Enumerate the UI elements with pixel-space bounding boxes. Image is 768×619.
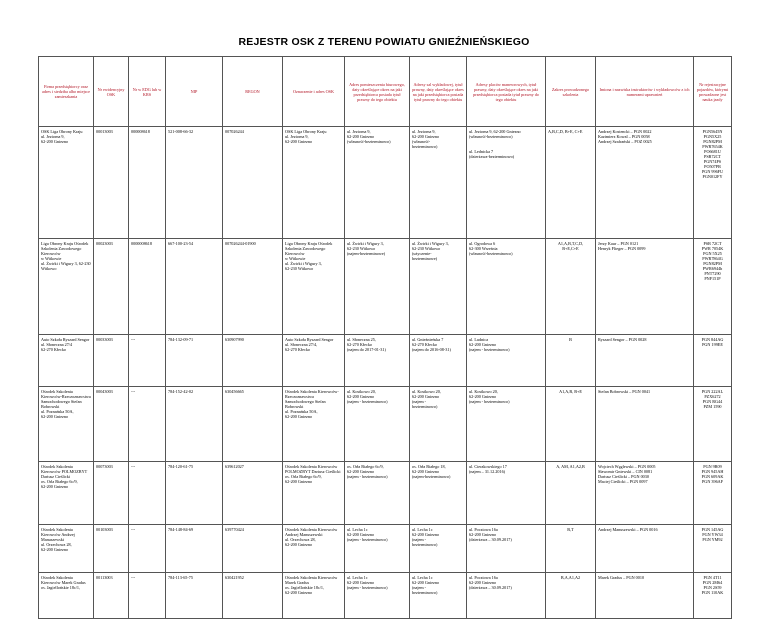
table-row: [39, 525, 732, 573]
driving-yard-cell: ul. Ludnica 62-200 Gniezno (najem - bezterminowo): [467, 335, 546, 387]
regon-cell: 630421952: [223, 573, 283, 619]
lecture-hall-cell: ul. Żwirki i Wigury 3, 62-230 Witkowo (użyczenie- bezterminowe): [410, 239, 467, 335]
osk-number-cell: 00043003: [94, 387, 129, 462]
table-row: [39, 127, 732, 239]
firm-cell: Ośrodek Szkolenia Kierowców-Rzeczoznawstwa Samochodowego Stefan Bobrowski ul. Poznańska 50A, 62-200 Gniezno: [39, 387, 94, 462]
osk-address-cell: OSK Liga Obrony Kraju ul. Jeziorna 9, 62-200 Gniezno: [283, 127, 345, 239]
vehicles-cell: PGN 145AG PGN YW34 PGN YM92: [694, 525, 732, 573]
vehicles-cell: PGN 4T11 PGN 2M64 PGN 2S59 PGN 110AK: [694, 573, 732, 619]
vehicles-cell: PGN 9R09 PGN 945AH PGN 609AK PGN 396AF: [694, 462, 732, 525]
regon-cell: 007026244: [223, 127, 283, 239]
osk-address-cell: Liga Obrony Kraju Ośrodek Szkolenia Zawodowego Kierowców w Witkowie ul. Żwirki i Wigury 3, 62-230 Witkowo: [283, 239, 345, 335]
office-cell: ul. Lecha 1c 62-200 Gniezno (najem - bezterminowo): [345, 525, 410, 573]
col-header-vehicles: Nr rejestracyjne pojazdów, którymi prowadzone jest nauka jazdy: [694, 57, 732, 127]
instructors-cell: Jerzy Kaur – PGN 0121 Henryk Flieger – PGN 0099: [596, 239, 694, 335]
col-header-firm: Firma przedsiębiorcy oraz adres i siedziba albo miejsce zamieszkania: [39, 57, 94, 127]
table-row: [39, 239, 732, 335]
nip-cell: 784-120-61-75: [166, 462, 223, 525]
osk-number-cell: 00013003: [94, 127, 129, 239]
page-title: REJESTR OSK Z TERENU POWIATU GNIEŹNIEŃSKIEGO: [238, 36, 530, 48]
instructors-cell: Marek Gradus – PGN 0010: [596, 573, 694, 619]
header-row: [39, 57, 732, 127]
nip-cell: 784-113-65-75: [166, 573, 223, 619]
edg-krs-cell: ---: [129, 462, 166, 525]
instructors-cell: Stefan Bobrowski – PGN 0041: [596, 387, 694, 462]
col-header-osk-number: Nr ewidencyjny OSK: [94, 57, 129, 127]
col-header-instructors: Imiona i nazwiska instruktorów i wykładowców z ich numerami uprawnień: [596, 57, 694, 127]
nip-cell: 667-100-23-54: [166, 239, 223, 335]
training-scope-cell: A1,A,B, B+E: [546, 387, 596, 462]
osk-number-cell: 00113003: [94, 573, 129, 619]
vehicles-cell: PSR 72CT PWR 7054K PGN 5X25 PWR7864G PGN82PM PWR6944b PNT7290 PNF151P: [694, 239, 732, 335]
table-row: [39, 573, 732, 619]
col-header-edg-krs: Nr w EDG lub w KRS: [129, 57, 166, 127]
office-cell: os. Orła Białego 6c/9, 62-200 Gniezno (najem - bezterminowo): [345, 462, 410, 525]
col-header-osk-address: Oznaczenie i adres OSK: [283, 57, 345, 127]
training-scope-cell: A,B,C,D, B+E, C+E: [546, 127, 596, 239]
regon-cell: 630907990: [223, 335, 283, 387]
col-header-training-scope: Zakres prowadzonego szkolenia: [546, 57, 596, 127]
driving-yard-cell: ul. Kostkowo 20, 62-200 Gniezno (najem - bezterminowo): [467, 387, 546, 462]
firm-cell: Ośrodek Szkolenia Kierowców Marek Gradus os. Jagiellońskie 18c/1,: [39, 573, 94, 619]
instructors-cell: Andrzej Kostencki – PGN 0022 Kazimierz Kowal – PGN 0058 Andrzej Szafrański – POZ 0025: [596, 127, 694, 239]
lecture-hall-cell: ul. Gnieźnieńska 7 62-270 Kłecko (najem do 2016-08-31): [410, 335, 467, 387]
driving-yard-cell: ul. Cierakowskiego 17 (najem – 31.12.2016): [467, 462, 546, 525]
osk-address-cell: Ośrodek Szkolenia Kierowców Marek Gradus os. Jagiellońskie 18c/1, 62-200 Gniezno: [283, 573, 345, 619]
training-scope-cell: B,A,A1,A2: [546, 573, 596, 619]
instructors-cell: Ryszard Sengor – PGN 0028: [596, 335, 694, 387]
osk-number-cell: 00103003: [94, 525, 129, 573]
firm-cell: Liga Obrony Kraju Ośrodek Szkolenia Zawodowego Kierowców w Witkowie ul. Żwirki i Wigury 3, 62-230 Witkowo: [39, 239, 94, 335]
training-scope-cell: B: [546, 335, 596, 387]
firm-cell: Auto Szkoła Ryszard Sengor ul. Słoneczna 27/4 62-270 Kłecko: [39, 335, 94, 387]
osk-register-table: [38, 56, 732, 619]
osk-address-cell: Ośrodek Szkolenia Kierowców Andrzej Manuszewski ul. Orzechowa 28, 62-200 Gniezno: [283, 525, 345, 573]
driving-yard-cell: ul. Pocztowa 16a 62-200 Gniezno (dzierżawa – 30.09.2017): [467, 525, 546, 573]
vehicles-cell: PGN 844AG PGN 199EE: [694, 335, 732, 387]
lecture-hall-cell: ul. Lecha 1c 62-200 Gniezno (najem - bezterminowo): [410, 573, 467, 619]
osk-address-cell: Auto Szkoła Ryszard Sengor ul. Słoneczna 27/4, 62-270 Kłecko: [283, 335, 345, 387]
training-scope-cell: B,T: [546, 525, 596, 573]
regon-cell: 630456665: [223, 387, 283, 462]
osk-number-cell: 00073003: [94, 462, 129, 525]
office-cell: ul. Jeziorna 9, 62-200 Gniezno (własność-bezterminowo): [345, 127, 410, 239]
table-row: [39, 335, 732, 387]
edg-krs-cell: ---: [129, 335, 166, 387]
edg-krs-cell: ---: [129, 525, 166, 573]
office-cell: ul. Kostkowo 20, 62-200 Gniezno (najem - bezterminowo): [345, 387, 410, 462]
nip-cell: 784-152-42-02: [166, 387, 223, 462]
osk-number-cell: 00033003: [94, 335, 129, 387]
firm-cell: OSK Liga Obrony Kraju ul. Jeziorna 9, 62-200 Gniezno: [39, 127, 94, 239]
driving-yard-cell: ul. Ogrodowa 6 62-300 Września (własność-bezterminowo): [467, 239, 546, 335]
col-header-regon: REGON: [223, 57, 283, 127]
training-scope-cell: A, AM, A1,A2,B: [546, 462, 596, 525]
instructors-cell: Wojciech Węglewski – PGN 0005 Sławomir Gniewski – CIN 0081 Dariusz Cieślicki – PGN 0030 Maciej Cieślicki – PGN 0097: [596, 462, 694, 525]
osk-address-cell: Ośrodek Szkolenia Kierowców POLMOZBYT Dariusz Cieślicki os. Orla Białego 6c/9, 62-200 Gniezno: [283, 462, 345, 525]
col-header-lecture-hall: Adresy sal wykładowej, tytuł prawny, daty określające okres na jaki przedsiębiorca posiada tytuł prawny do tego obiektu: [410, 57, 467, 127]
driving-yard-cell: ul. Jeziorna 9, 62-200 Gniezno (własność-bezterminowo) ul. Lednicka 7 (dzierżawa-bezterminowo): [467, 127, 546, 239]
col-header-nip: NIP: [166, 57, 223, 127]
edg-krs-cell: 000008618: [129, 127, 166, 239]
vehicles-cell: PGN5645N PGN5X25 PGN82PM PWR7654K PO6681U PSR72CT PGN74PS PO507PR PGN 996FU PGN012FY: [694, 127, 732, 239]
col-header-office: Adres pomieszczenia biurowego, daty określające okres na jaki przedsiębiorca posiada tytuł prawny do tego obiektu: [345, 57, 410, 127]
lecture-hall-cell: os. Orła Białego 18, 62-200 Gniezno (najem-bezterminowo): [410, 462, 467, 525]
osk-address-cell: Ośrodek Szkolenia Kierowców-Rzeczoznawstwa Samochodowego Stefan Bobrowski ul. Poznańska 50A, 62-200 Gniezno: [283, 387, 345, 462]
regon-cell: 639770424: [223, 525, 283, 573]
table-row: [39, 387, 732, 462]
nip-cell: 784-148-84-69: [166, 525, 223, 573]
office-cell: ul. Lecha 1c 62-200 Gniezno (najem - bezterminowo): [345, 573, 410, 619]
office-cell: ul. Słoneczna 25, 62-270 Kłecko (najem do 2017-01-31): [345, 335, 410, 387]
edg-krs-cell: ---: [129, 387, 166, 462]
nip-cell: 521-008-66-32: [166, 127, 223, 239]
driving-yard-cell: ul. Pocztowa 16a 62-200 Gniezno (dzierżawa – 30.09.2017): [467, 573, 546, 619]
osk-number-cell: 00023003: [94, 239, 129, 335]
training-scope-cell: A1,A,B,T,C,D, B+E,C+E: [546, 239, 596, 335]
regon-cell: 007026244-01900: [223, 239, 283, 335]
firm-cell: Ośrodek Szkolenia Kierowców POLMOZBYT Dariusz Cieślicki os. Orla Białego 6c/9, 62-200 Gniezno: [39, 462, 94, 525]
lecture-hall-cell: ul. Jeziorna 9, 62-200 Gniezno (własność- bezterminowo): [410, 127, 467, 239]
office-cell: ul. Żwirki i Wigury 3, 62-230 Witkowo (najem-bezterminowe): [345, 239, 410, 335]
lecture-hall-cell: ul. Lecha 1c 62-200 Gniezno (najem - bezterminowo): [410, 525, 467, 573]
lecture-hall-cell: ul. Kostkowo 20, 62-200 Gniezno (najem - bezterminowo): [410, 387, 467, 462]
vehicles-cell: PGN 222AL PZX6272 PGN RG44 PZM 1590: [694, 387, 732, 462]
regon-cell: 639612027: [223, 462, 283, 525]
table-row: [39, 462, 732, 525]
col-header-driving-yard: Adresy placów manewrowych, tytuł prawny, daty określające okres na jaki przedsiębiorca posiada tytuł prawny do tego obiektu: [467, 57, 546, 127]
edg-krs-cell: 0000008618: [129, 239, 166, 335]
nip-cell: 784-132-09-71: [166, 335, 223, 387]
edg-krs-cell: ---: [129, 573, 166, 619]
instructors-cell: Andrzej Manuszewski – PGN 0016: [596, 525, 694, 573]
firm-cell: Ośrodek Szkolenia Kierowców Andrzej Manuszewski ul. Orzechowa 28, 62-200 Gniezno: [39, 525, 94, 573]
